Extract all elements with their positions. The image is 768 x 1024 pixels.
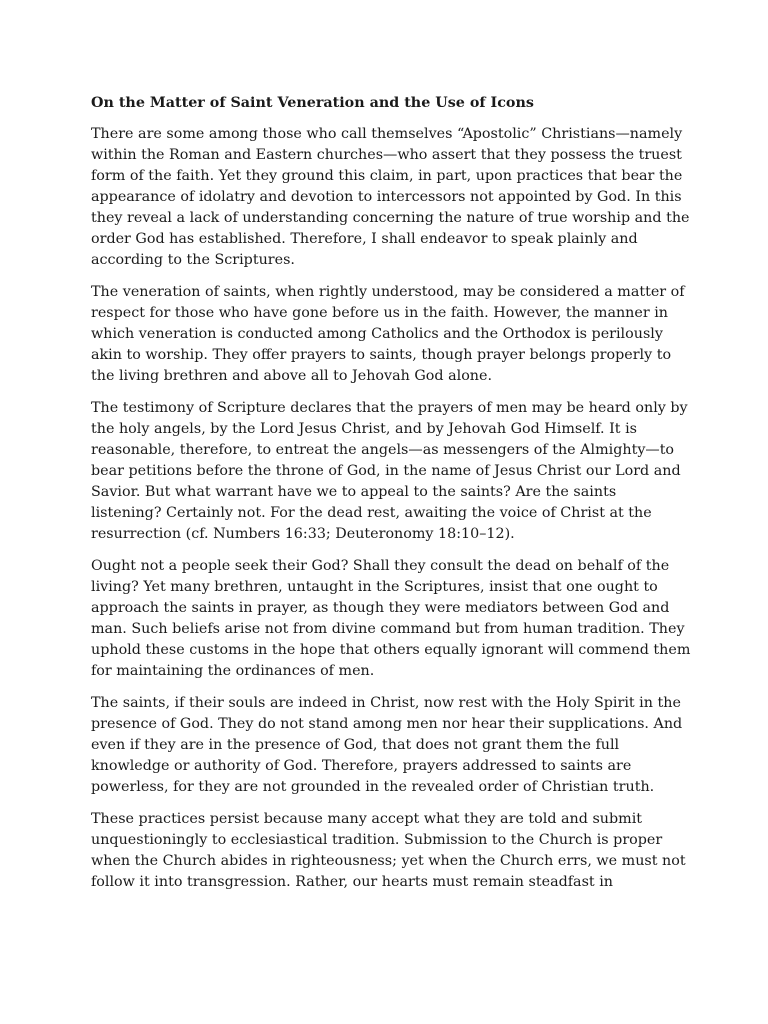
paragraph-6: These practices persist because many accept what they are told and submit unquestioningly to ecclesiastical tradition. Submission to the Church is proper when the Church abides in righteousness; yet when the Church errs, we must not follow it into transgression. Rather, our hearts must remain steadfast in: [91, 811, 686, 890]
document-page: [91, 93, 691, 904]
paragraph-2: The veneration of saints, when rightly understood, may be considered a matter of respect for those who have gone before us in the faith. However, the manner in which veneration is conducted among Catholics and the Orthodox is perilously akin to worship. They offer prayers to saints, though prayer belongs properly to the living brethren and above all to Jehovah God alone.: [91, 284, 685, 384]
document-title: On the Matter of Saint Veneration and the Use of Icons: [91, 95, 534, 111]
paragraph-1: There are some among those who call themselves “Apostolic” Christians—namely within the Roman and Eastern churches—who assert that they possess the truest form of the faith. Yet they ground this claim, in part, upon practices that bear the appearance of idolatry and devotion to intercessors not appointed by God. In this they reveal a lack of understanding concerning the nature of true worship and the order God has established. Therefore, I shall endeavor to speak plainly and according to the Scriptures.: [91, 126, 690, 268]
paragraph-3: The testimony of Scripture declares that the prayers of men may be heard only by the holy angels, by the Lord Jesus Christ, and by Jehovah God Himself. It is reasonable, therefore, to entreat the angels—as messengers of the Almighty—to bear petitions before the throne of God, in the name of Jesus Christ our Lord and Savior. But what warrant have we to appeal to the saints? Are the saints listening? Certainly not. For the dead rest, awaiting the voice of Christ at the resurrection (cf. Numbers 16:33; Deuteronomy 18:10–12).: [91, 400, 688, 542]
paragraph-4: Ought not a people seek their God? Shall they consult the dead on behalf of the living? Yet many brethren, untaught in the Scriptures, insist that one ought to approach the saints in prayer, as though they were mediators between God and man. Such beliefs arise not from divine command but from human tradition. They uphold these customs in the hope that others equally ignorant will commend them for maintaining the ordinances of men.: [91, 558, 691, 679]
paragraph-5: The saints, if their souls are indeed in Christ, now rest with the Holy Spirit in the presence of God. They do not stand among men nor hear their supplications. And even if they are in the presence of God, that does not grant them the full knowledge or authority of God. Therefore, prayers addressed to saints are powerless, for they are not grounded in the revealed order of Christian truth.: [91, 695, 683, 795]
